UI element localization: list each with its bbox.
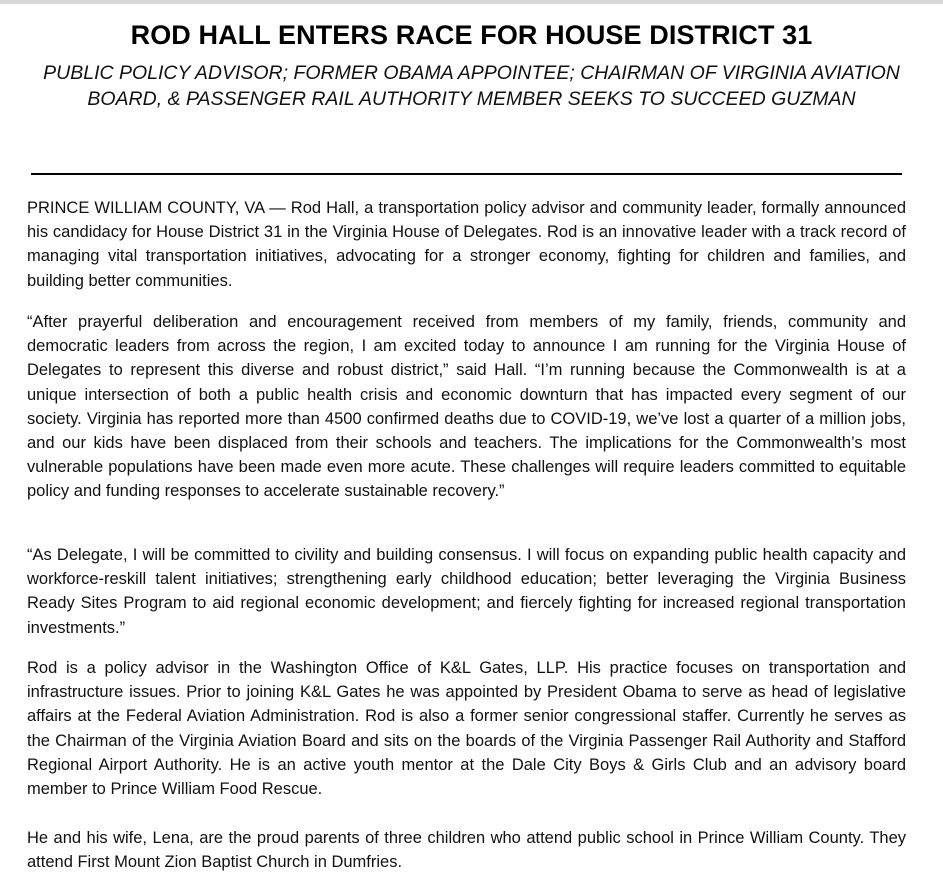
press-release-subtitle: PUBLIC POLICY ADVISOR; FORMER OBAMA APPOINTEE; CHAIRMAN OF VIRGINIA AVIATION BOARD, & PASSENGER RAIL AUTHORITY MEMBER SEEKS TO SUCCEED GUZMAN xyxy=(43,62,900,110)
press-release-title: ROD HALL ENTERS RACE FOR HOUSE DISTRICT 31 xyxy=(130,20,813,50)
paragraph-family: He and his wife, Lena, are the proud parents of three children who attend public school in Prince William County. They attend First Mount Zion Baptist Church in Dumfries. xyxy=(27,829,906,872)
paragraph-quote-hall: “After prayerful deliberation and encouragement received from members of my family, friends, community and democratic leaders from across the region, I am excited today to announce I am running for the Virginia House of Delegates to represent this diverse and robust district,” said Hall. “I’m running because the Commonwealth is at a unique intersection of both a public health crisis and economic downturn that has impacted every segment of our society. Virginia has reported more than 4500 confirmed deaths due to COVID-19, we’ve lost a quarter of a million jobs, and our kids have been displaced from their schools and teachers. The implications for the Commonwealth’s most vulnerable populations have been made even more acute. These challenges will require leaders committed to equitable policy and funding responses to accelerate sustainable recovery.” xyxy=(27,313,906,501)
page-top-edge xyxy=(0,0,943,4)
paragraph-announcement: PRINCE WILLIAM COUNTY, VA — Rod Hall, a transportation policy advisor and community leader, formally announced his candidacy for House District 31 in the Virginia House of Delegates. Rod is an innovative leader with a track record of managing vital transportation initiatives, advocating for a stronger economy, fighting for children and families, and building better communities. xyxy=(27,199,906,290)
horizontal-rule xyxy=(31,173,902,175)
paragraph-quote-delegate: “As Delegate, I will be committed to civility and building consensus. I will focus on expanding public health capacity and workforce-reskill talent initiatives; strengthening early childhood education; better leveraging the Virginia Business Ready Sites Program to aid regional economic development; and fiercely fighting for increased regional transportation investments.” xyxy=(27,546,906,637)
paragraph-biography: Rod is a policy advisor in the Washington Office of K&L Gates, LLP. His practice focuses on transportation and infrastructure issues. Prior to joining K&L Gates he was appointed by President Obama to serve as head of legislative affairs at the Federal Aviation Administration. Rod is also a former senior congressional staffer. Currently he serves as the Chairman of the Virginia Aviation Board and sits on the boards of the Virginia Passenger Rail Authority and Stafford Regional Airport Authority. He is an active youth mentor at the Dale City Boys & Girls Club and an advisory board member to Prince William Food Rescue. xyxy=(27,659,906,799)
